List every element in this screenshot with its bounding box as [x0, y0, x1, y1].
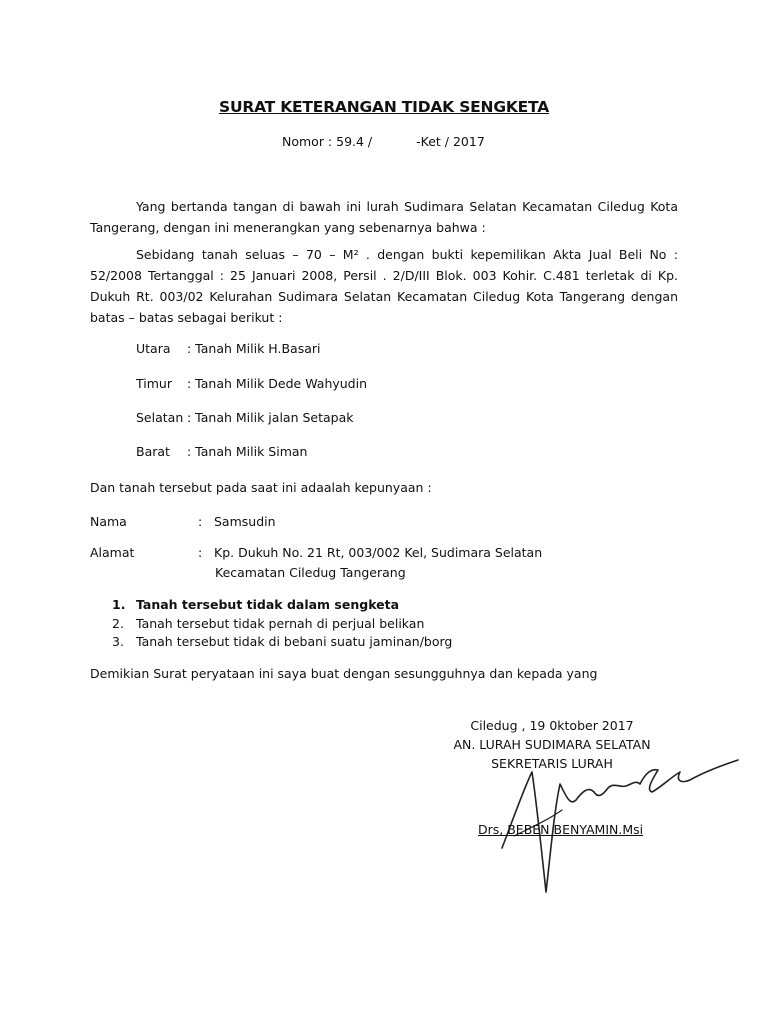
document-number: [282, 134, 485, 149]
boundary-north: [136, 341, 320, 356]
closing-sentence: Demikian Surat peryataan ini saya buat dengan sesungguhnya dan kepada yang: [90, 666, 598, 681]
signer-name: Drs, BEBEN BENYAMIN.Msi: [478, 822, 644, 837]
statement-item: [112, 615, 452, 634]
signer-position: SEKRETARIS LURAH: [491, 756, 613, 771]
owner-address-label: Alamat: [90, 545, 135, 560]
owner-address-row: [90, 545, 542, 560]
place-date: Ciledug , 19 0ktober 2017: [470, 718, 634, 733]
boundary-south: [136, 410, 354, 425]
opening-text: Yang bertanda tangan di bawah ini lurah Sudimara Selatan Kecamatan Ciledug Kota Tangerang, dengan ini menerangkan yang sebenarnya bahwa :: [90, 199, 678, 235]
ownership-intro: Dan tanah tersebut pada saat ini adaalah kepunyaan :: [90, 480, 432, 495]
boundary-value: : Tanah Milik H.Basari: [187, 341, 321, 356]
boundary-value: : Tanah Milik jalan Setapak: [187, 410, 354, 425]
statement-text: Tanah tersebut tidak dalam sengketa: [136, 597, 400, 612]
signer-office: AN. LURAH SUDIMARA SELATAN: [453, 737, 651, 752]
land-description-paragraph: [90, 244, 678, 328]
document-title: SURAT KETERANGAN TIDAK SENGKETA: [218, 98, 550, 116]
statement-item: [112, 596, 452, 615]
boundary-label: Selatan: [136, 410, 184, 425]
boundary-label: Barat: [136, 444, 170, 459]
owner-address-colon: :: [198, 545, 203, 560]
opening-paragraph: [90, 196, 678, 238]
boundary-label: Timur: [136, 376, 172, 391]
number-right: -Ket / 2017: [416, 134, 485, 149]
owner-name-value: Samsudin: [214, 514, 276, 529]
boundary-east: [136, 376, 367, 391]
owner-name-label: Nama: [90, 514, 127, 529]
owner-name-row: [90, 514, 276, 529]
statement-text: Tanah tersebut tidak di bebani suatu jaminan/borg: [136, 634, 453, 649]
statement-text: Tanah tersebut tidak pernah di perjual belikan: [136, 615, 425, 631]
owner-address-line-1: Kp. Dukuh No. 21 Rt, 003/002 Kel, Sudimara Selatan: [214, 545, 543, 560]
statement-number: 2.: [112, 615, 124, 631]
owner-name-colon: :: [198, 514, 203, 529]
boundary-label: Utara: [136, 341, 171, 356]
statement-number: 1.: [112, 597, 126, 612]
boundary-value: : Tanah Milik Siman: [187, 444, 308, 459]
statement-item: [112, 633, 452, 652]
number-left: Nomor : 59.4 /: [282, 134, 373, 149]
boundary-west: [136, 444, 307, 459]
land-description-text: Sebidang tanah seluas – 70 – M² . dengan bukti kepemilikan Akta Jual Beli No : 52/2008 Tertanggal : 25 Januari 2008, Persil . 2/D/III Blok. 003 Kohir. C.481 terletak di Kp. Dukuh Rt. 003/02 Kelurahan Sudimara Selatan Kecamatan Ciledug Kota Tangerang dengan batas – batas sebagai berikut :: [90, 247, 678, 325]
statement-number: 3.: [112, 634, 124, 649]
statement-list: [112, 596, 452, 652]
boundary-value: : Tanah Milik Dede Wahyudin: [187, 376, 368, 391]
owner-address-line-2: Kecamatan Ciledug Tangerang: [215, 565, 406, 580]
